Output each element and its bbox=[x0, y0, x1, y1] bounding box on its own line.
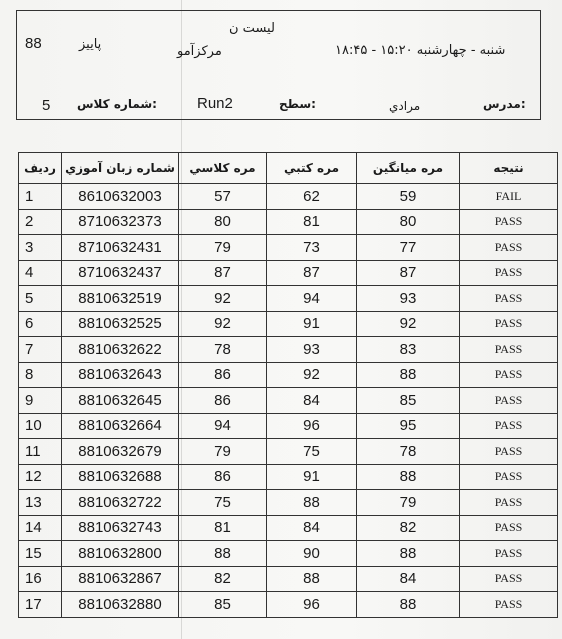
result-cell: FAIL bbox=[460, 184, 558, 210]
row-number-cell: 7 bbox=[19, 337, 62, 363]
class-score-cell: 88 bbox=[179, 541, 267, 567]
col-header-student-id: شماره زبان آموزي bbox=[62, 153, 179, 184]
result-cell: PASS bbox=[460, 592, 558, 618]
student-id-cell: 8810632743 bbox=[62, 515, 179, 541]
student-id-cell: 8710632431 bbox=[62, 235, 179, 261]
row-number-cell: 13 bbox=[19, 490, 62, 516]
result-cell: PASS bbox=[460, 260, 558, 286]
class-score-cell: 79 bbox=[179, 235, 267, 261]
average-cell: 59 bbox=[357, 184, 460, 210]
average-cell: 88 bbox=[357, 592, 460, 618]
table-row bbox=[19, 311, 558, 337]
row-number-cell: 17 bbox=[19, 592, 62, 618]
average-cell: 92 bbox=[357, 311, 460, 337]
average-cell: 83 bbox=[357, 337, 460, 363]
student-id-cell: 8710632437 bbox=[62, 260, 179, 286]
result-cell: PASS bbox=[460, 235, 558, 261]
class-score-cell: 57 bbox=[179, 184, 267, 210]
average-cell: 93 bbox=[357, 286, 460, 312]
written-cell: 96 bbox=[267, 413, 357, 439]
table-row bbox=[19, 592, 558, 618]
average-cell: 77 bbox=[357, 235, 460, 261]
average-cell: 80 bbox=[357, 209, 460, 235]
class-score-cell: 86 bbox=[179, 464, 267, 490]
written-cell: 73 bbox=[267, 235, 357, 261]
written-cell: 81 bbox=[267, 209, 357, 235]
center-fragment: مركزآمو bbox=[177, 44, 222, 59]
col-header-average: مره ميانگين bbox=[357, 153, 460, 184]
table-row bbox=[19, 388, 558, 414]
student-id-cell: 8810632867 bbox=[62, 566, 179, 592]
average-cell: 82 bbox=[357, 515, 460, 541]
schedule-text: شنبه - چهارشنبه ۱۵:۲۰ - ۱۸:۴۵ bbox=[335, 43, 506, 58]
table-row bbox=[19, 515, 558, 541]
row-number-cell: 1 bbox=[19, 184, 62, 210]
title-fragment: ليست ن bbox=[229, 21, 275, 36]
row-number-cell: 10 bbox=[19, 413, 62, 439]
season: پاييز bbox=[79, 37, 102, 52]
header-box bbox=[16, 10, 541, 120]
result-cell: PASS bbox=[460, 388, 558, 414]
average-cell: 95 bbox=[357, 413, 460, 439]
level-value: Run2 bbox=[197, 95, 233, 112]
written-cell: 90 bbox=[267, 541, 357, 567]
written-cell: 91 bbox=[267, 464, 357, 490]
teacher-name: مرادي bbox=[389, 99, 421, 113]
class-score-cell: 79 bbox=[179, 439, 267, 465]
table-row bbox=[19, 566, 558, 592]
teacher-label: مدرس: bbox=[483, 97, 526, 111]
table-row bbox=[19, 413, 558, 439]
written-cell: 84 bbox=[267, 388, 357, 414]
result-cell: PASS bbox=[460, 362, 558, 388]
table-row bbox=[19, 337, 558, 363]
result-cell: PASS bbox=[460, 566, 558, 592]
student-id-cell: 8610632003 bbox=[62, 184, 179, 210]
student-id-cell: 8810632664 bbox=[62, 413, 179, 439]
table-row bbox=[19, 490, 558, 516]
table-row bbox=[19, 541, 558, 567]
col-header-class: مره كلاسي bbox=[179, 153, 267, 184]
table-row bbox=[19, 439, 558, 465]
row-number-cell: 16 bbox=[19, 566, 62, 592]
row-number-cell: 4 bbox=[19, 260, 62, 286]
student-id-cell: 8810632880 bbox=[62, 592, 179, 618]
student-id-cell: 8810632622 bbox=[62, 337, 179, 363]
student-id-cell: 8810632722 bbox=[62, 490, 179, 516]
student-id-cell: 8810632643 bbox=[62, 362, 179, 388]
written-cell: 88 bbox=[267, 490, 357, 516]
table-row bbox=[19, 260, 558, 286]
row-number-cell: 6 bbox=[19, 311, 62, 337]
student-id-cell: 8810632688 bbox=[62, 464, 179, 490]
average-cell: 79 bbox=[357, 490, 460, 516]
class-number: 5 bbox=[42, 97, 51, 114]
average-cell: 88 bbox=[357, 464, 460, 490]
row-number-cell: 12 bbox=[19, 464, 62, 490]
average-cell: 85 bbox=[357, 388, 460, 414]
level-label: سطح: bbox=[279, 97, 316, 111]
table-row bbox=[19, 286, 558, 312]
class-score-cell: 86 bbox=[179, 362, 267, 388]
table-header-row bbox=[19, 153, 558, 184]
written-cell: 91 bbox=[267, 311, 357, 337]
table-row bbox=[19, 209, 558, 235]
term-code: 88 bbox=[25, 35, 42, 52]
written-cell: 75 bbox=[267, 439, 357, 465]
class-score-cell: 81 bbox=[179, 515, 267, 541]
class-score-cell: 80 bbox=[179, 209, 267, 235]
average-cell: 87 bbox=[357, 260, 460, 286]
written-cell: 88 bbox=[267, 566, 357, 592]
result-cell: PASS bbox=[460, 209, 558, 235]
table-row bbox=[19, 184, 558, 210]
class-score-cell: 75 bbox=[179, 490, 267, 516]
result-cell: PASS bbox=[460, 515, 558, 541]
class-score-cell: 85 bbox=[179, 592, 267, 618]
class-score-cell: 86 bbox=[179, 388, 267, 414]
average-cell: 78 bbox=[357, 439, 460, 465]
written-cell: 93 bbox=[267, 337, 357, 363]
student-id-cell: 8810632519 bbox=[62, 286, 179, 312]
grades-table bbox=[18, 152, 558, 618]
row-number-cell: 2 bbox=[19, 209, 62, 235]
result-cell: PASS bbox=[460, 490, 558, 516]
table-row bbox=[19, 362, 558, 388]
row-number-cell: 3 bbox=[19, 235, 62, 261]
class-score-cell: 92 bbox=[179, 311, 267, 337]
result-cell: PASS bbox=[460, 464, 558, 490]
result-cell: PASS bbox=[460, 337, 558, 363]
average-cell: 88 bbox=[357, 362, 460, 388]
class-score-cell: 87 bbox=[179, 260, 267, 286]
row-number-cell: 5 bbox=[19, 286, 62, 312]
table-row bbox=[19, 464, 558, 490]
col-header-row-number: رديف bbox=[19, 153, 62, 184]
student-id-cell: 8810632645 bbox=[62, 388, 179, 414]
col-header-written: مره كتبي bbox=[267, 153, 357, 184]
row-number-cell: 15 bbox=[19, 541, 62, 567]
col-header-result: نتيجه bbox=[460, 153, 558, 184]
class-score-cell: 82 bbox=[179, 566, 267, 592]
class-score-cell: 92 bbox=[179, 286, 267, 312]
result-cell: PASS bbox=[460, 541, 558, 567]
class-score-cell: 94 bbox=[179, 413, 267, 439]
table-row bbox=[19, 235, 558, 261]
result-cell: PASS bbox=[460, 439, 558, 465]
result-cell: PASS bbox=[460, 413, 558, 439]
row-number-cell: 14 bbox=[19, 515, 62, 541]
written-cell: 84 bbox=[267, 515, 357, 541]
written-cell: 94 bbox=[267, 286, 357, 312]
row-number-cell: 9 bbox=[19, 388, 62, 414]
average-cell: 88 bbox=[357, 541, 460, 567]
row-number-cell: 8 bbox=[19, 362, 62, 388]
student-id-cell: 8710632373 bbox=[62, 209, 179, 235]
written-cell: 92 bbox=[267, 362, 357, 388]
class-score-cell: 78 bbox=[179, 337, 267, 363]
average-cell: 84 bbox=[357, 566, 460, 592]
student-id-cell: 8810632525 bbox=[62, 311, 179, 337]
result-cell: PASS bbox=[460, 311, 558, 337]
result-cell: PASS bbox=[460, 286, 558, 312]
row-number-cell: 11 bbox=[19, 439, 62, 465]
student-id-cell: 8810632679 bbox=[62, 439, 179, 465]
written-cell: 87 bbox=[267, 260, 357, 286]
class-number-label: شماره كلاس: bbox=[77, 97, 157, 111]
written-cell: 96 bbox=[267, 592, 357, 618]
written-cell: 62 bbox=[267, 184, 357, 210]
student-id-cell: 8810632800 bbox=[62, 541, 179, 567]
